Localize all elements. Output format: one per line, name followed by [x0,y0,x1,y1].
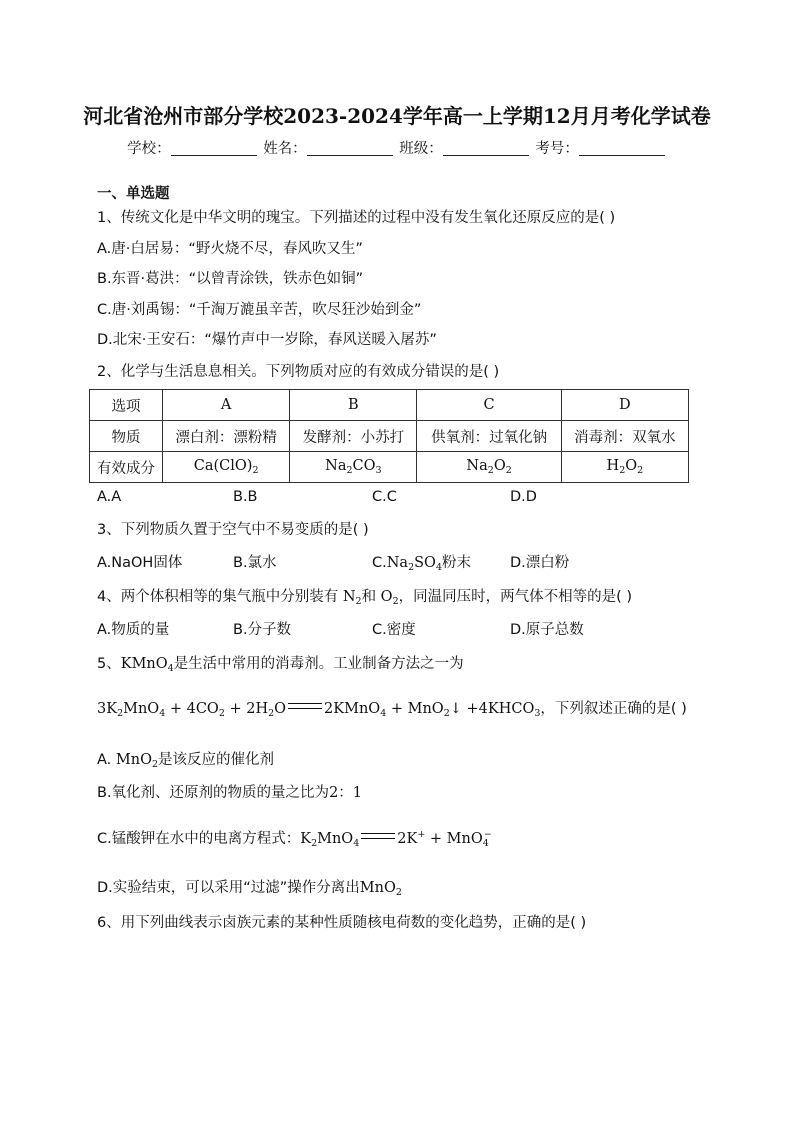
stem-text: 和 [361,589,377,605]
q4-option-b: B.分子数 [233,622,292,638]
stem-text: ，下列叙述正确的是( ) [540,701,687,717]
formula-ca-clo2: $Ca(ClO)_2$ [163,452,290,483]
option-text: D.实验结束，可以采用“过滤”操作分离出 [97,880,360,896]
q5-option-a [97,748,274,770]
table-cell: 漂白剂：漂粉精 [163,421,290,452]
school-label: 学校： [127,141,171,157]
q5-equation [97,697,687,719]
q1-option-b: B.东晋·葛洪：“以曾青涂铁，铁赤色如铜” [97,271,364,287]
q3-option-d: D.漂白粉 [510,555,570,571]
formula-n2: $N_2$ [338,589,362,607]
option-text: 是该反应的催化剂 [158,752,275,768]
table-cell: C [417,390,561,421]
formula-na2o2: $Na_2O_2$ [417,452,561,483]
q1-option-a: A.唐·白居易：“野火烧不尽，春风吹又生” [97,241,363,257]
q6-stem: 6、用下列曲线表示卤族元素的某种性质随核电荷数的变化趋势，正确的是( ) [97,915,587,931]
ratio-value: 2：1 [329,785,363,801]
question-number: 5、 [97,656,121,672]
stem-text: ，同温同压时，两气体不相等的是( ) [398,589,633,605]
formula-na2so4: $Na_2SO_4$ [386,555,442,573]
ionization-equation: $K_2MnO_4$ 2K+ + MnO$_4$− [300,829,492,849]
section-heading: 一、单选题 [97,186,170,202]
option-text: 粉末 [442,555,471,571]
q3-stem: 3、下列物质久置于空气中不易变质的是( ) [97,522,369,538]
formula-mno2: MnO$_2$ [111,752,159,770]
student-info-line [0,137,794,158]
q2-options-table [89,389,689,483]
table-cell: B [290,390,417,421]
class-blank[interactable] [443,140,529,156]
q5-option-c [97,827,492,849]
school-blank[interactable] [171,140,257,156]
table-cell: 消毒剂：双氧水 [561,421,688,452]
q3-option-b: B.氯水 [233,555,277,571]
table-cell: A [163,390,290,421]
q1-stem: 1、传统文化是中华文明的瑰宝。下列描述的过程中没有发生氧化还原反应的是( ) [97,210,616,226]
q1-option-d: D.北宋·王安石：“爆竹声中一岁除，春风送暖入屠苏” [97,332,437,348]
q2-option-d: D.D [510,489,537,505]
equation-products: 2KMnO$_4$ + MnO$_2$↓ $+4KHCO_3$ [324,701,541,719]
q2-stem: 2、化学与生活息息相关。下列物质对应的有效成分错误的是( ) [97,364,500,380]
table-cell: D [561,390,688,421]
name-label: 姓名： [263,141,307,157]
q4-option-c: C.密度 [372,622,416,638]
option-text: C.锰酸钾在水中的电离方程式： [97,831,301,847]
table-cell: 选项 [90,390,163,421]
table-row [90,452,689,483]
formula-na2co3: $Na_2CO_3$ [290,452,417,483]
name-blank[interactable] [307,140,393,156]
table-cell: 供氧剂：过氧化钠 [417,421,561,452]
q5-option-b [97,781,362,802]
table-row [90,390,689,421]
option-label: C. [372,555,387,571]
number-blank[interactable] [579,140,665,156]
equals-sign [288,703,322,709]
option-text: B.氧化剂、还原剂的物质的量之比为 [97,785,330,801]
q2-option-b: B.B [233,489,258,505]
formula-kmno4: KMnO$_4$ [120,656,174,674]
formula-mno2: MnO$_2$ [359,880,402,898]
q5-option-d [97,876,402,898]
formula-o2: $O_2$ [376,589,399,607]
q3-option-c [372,551,471,573]
q1-option-c: C.唐·刘禹锡：“千淘万漉虽辛苦，吹尽狂沙始到金” [97,302,422,318]
stem-text: 4、两个体积相等的集气瓶中分别装有 [97,589,339,605]
q5-stem [97,652,464,674]
option-label: A. [97,752,112,768]
formula-h2o2: $H_2O_2$ [561,452,688,483]
table-row [90,421,689,452]
q2-option-a: A.A [97,489,122,505]
equation-reactants: $3K_2MnO_4 + 4CO_2 + 2H_2O$ [97,701,287,719]
stem-text: 是生活中常用的消毒剂。工业制备方法之一为 [173,656,464,672]
number-label: 考号： [535,141,579,157]
table-cell: 有效成分 [90,452,163,483]
q3-option-a: A.NaOH固体 [97,555,183,571]
table-cell: 物质 [90,421,163,452]
q2-option-c: C.C [372,489,397,505]
q4-option-d: D.原子总数 [510,622,584,638]
q4-stem [97,585,632,607]
q4-option-a: A.物质的量 [97,622,170,638]
page-title: 河北省沧州市部分学校2023-2024学年高一上学期12月月考化学试卷 [83,104,711,128]
class-label: 班级： [399,141,443,157]
table-cell: 发酵剂：小苏打 [290,421,417,452]
